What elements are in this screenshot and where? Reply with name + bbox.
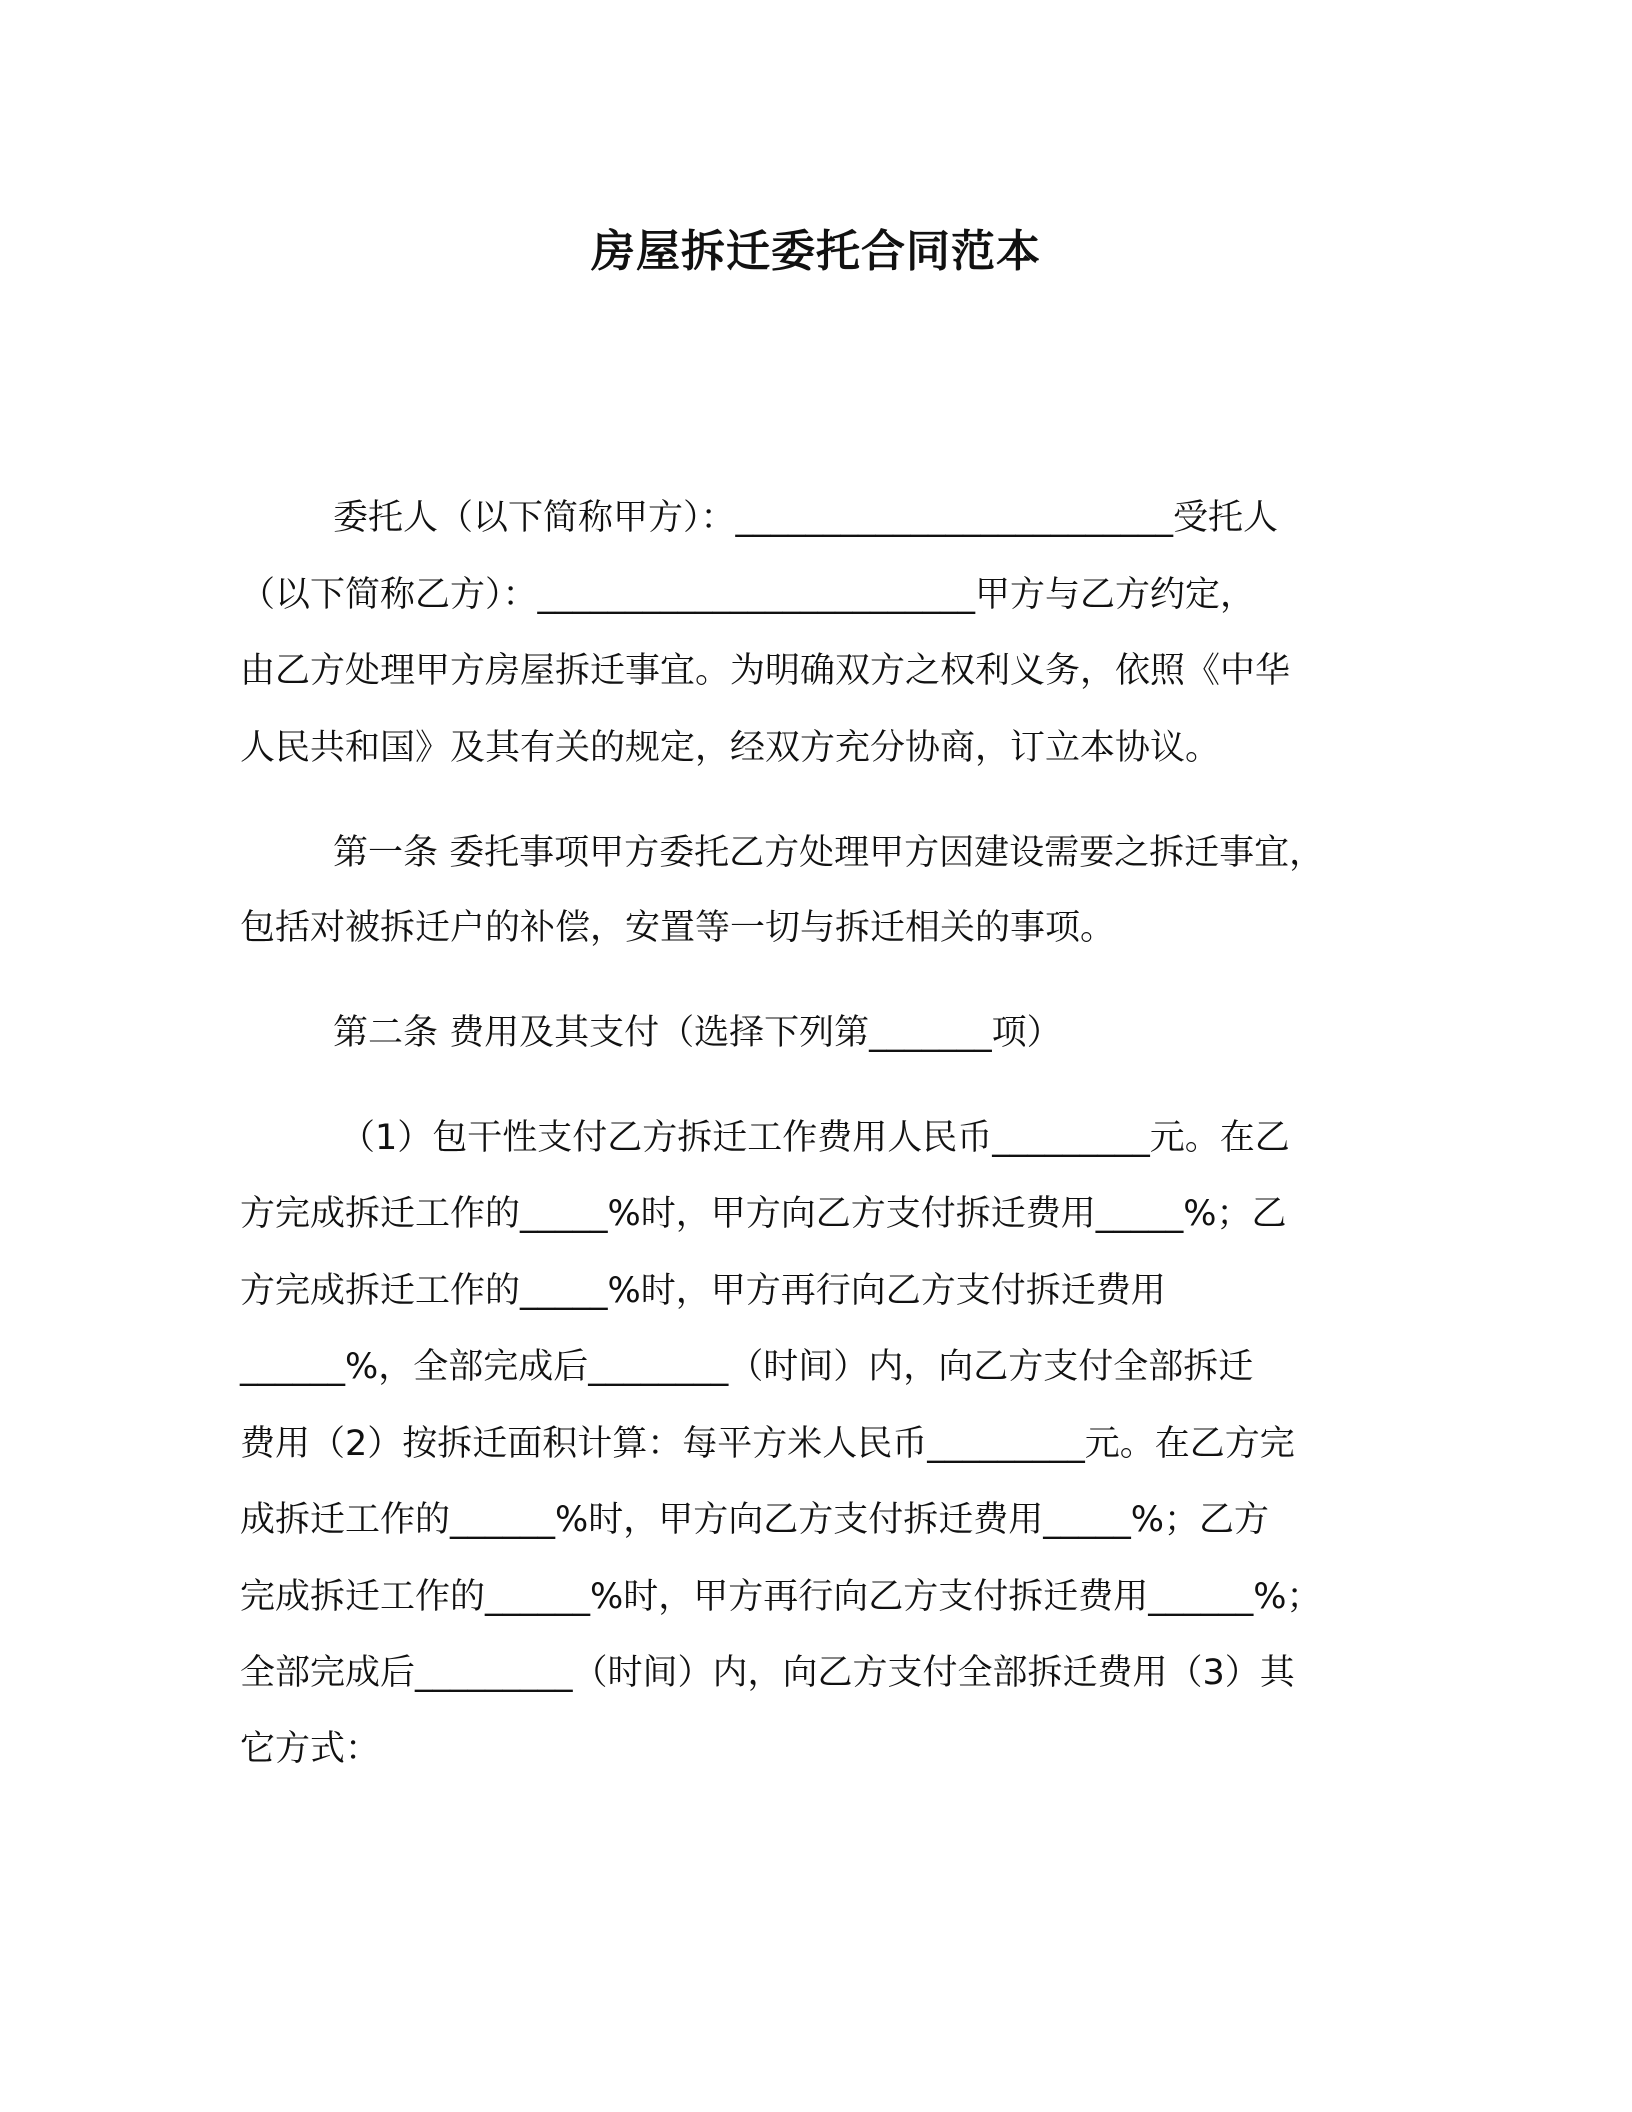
preamble-line-2: （以下简称乙方）：_________________________甲方与乙方约定， [240, 575, 1256, 615]
article2-line-5: 费用（2）按拆迁面积计算：每平方米人民币_________元。在乙方完 [240, 1424, 1295, 1464]
preamble-line-4: 人民共和国》及其有关的规定，经双方充分协商，订立本协议。 [240, 728, 1221, 768]
article2-line-8: 全部完成后_________（时间）内，向乙方支付全部拆迁费用（3）其 [240, 1653, 1295, 1693]
article2-line-9: 它方式： [240, 1729, 381, 1769]
article2-line-3: 方完成拆迁工作的_____%时，甲方再行向乙方支付拆迁费用 [240, 1271, 1166, 1311]
article2-heading: 第二条 费用及其支付（选择下列第_______项） [333, 1013, 1062, 1053]
article1-line-2: 包括对被拆迁户的补偿，安置等一切与拆迁相关的事项。 [240, 908, 1116, 948]
article2-line-6: 成拆迁工作的______%时，甲方向乙方支付拆迁费用_____%；乙方 [240, 1500, 1270, 1540]
preamble-line-3: 由乙方处理甲方房屋拆迁事宜。为明确双方之权利义务，依照《中华 [240, 651, 1291, 691]
article2-line-2: 方完成拆迁工作的_____%时，甲方向乙方支付拆迁费用_____%；乙 [240, 1194, 1287, 1234]
preamble-line-1: 委托人（以下简称甲方）：_________________________受托人 [333, 498, 1279, 538]
document-title: 房屋拆迁委托合同范本 [591, 226, 1041, 277]
article2-line-1: （1）包干性支付乙方拆迁工作费用人民币_________元。在乙 [340, 1118, 1290, 1158]
article2-line-4: ______%，全部完成后________（时间）内，向乙方支付全部拆迁 [240, 1347, 1254, 1387]
article1-line-1: 第一条 委托事项甲方委托乙方处理甲方因建设需要之拆迁事宜， [333, 833, 1325, 873]
article2-line-7: 完成拆迁工作的______%时，甲方再行向乙方支付拆迁费用______%； [240, 1577, 1322, 1617]
